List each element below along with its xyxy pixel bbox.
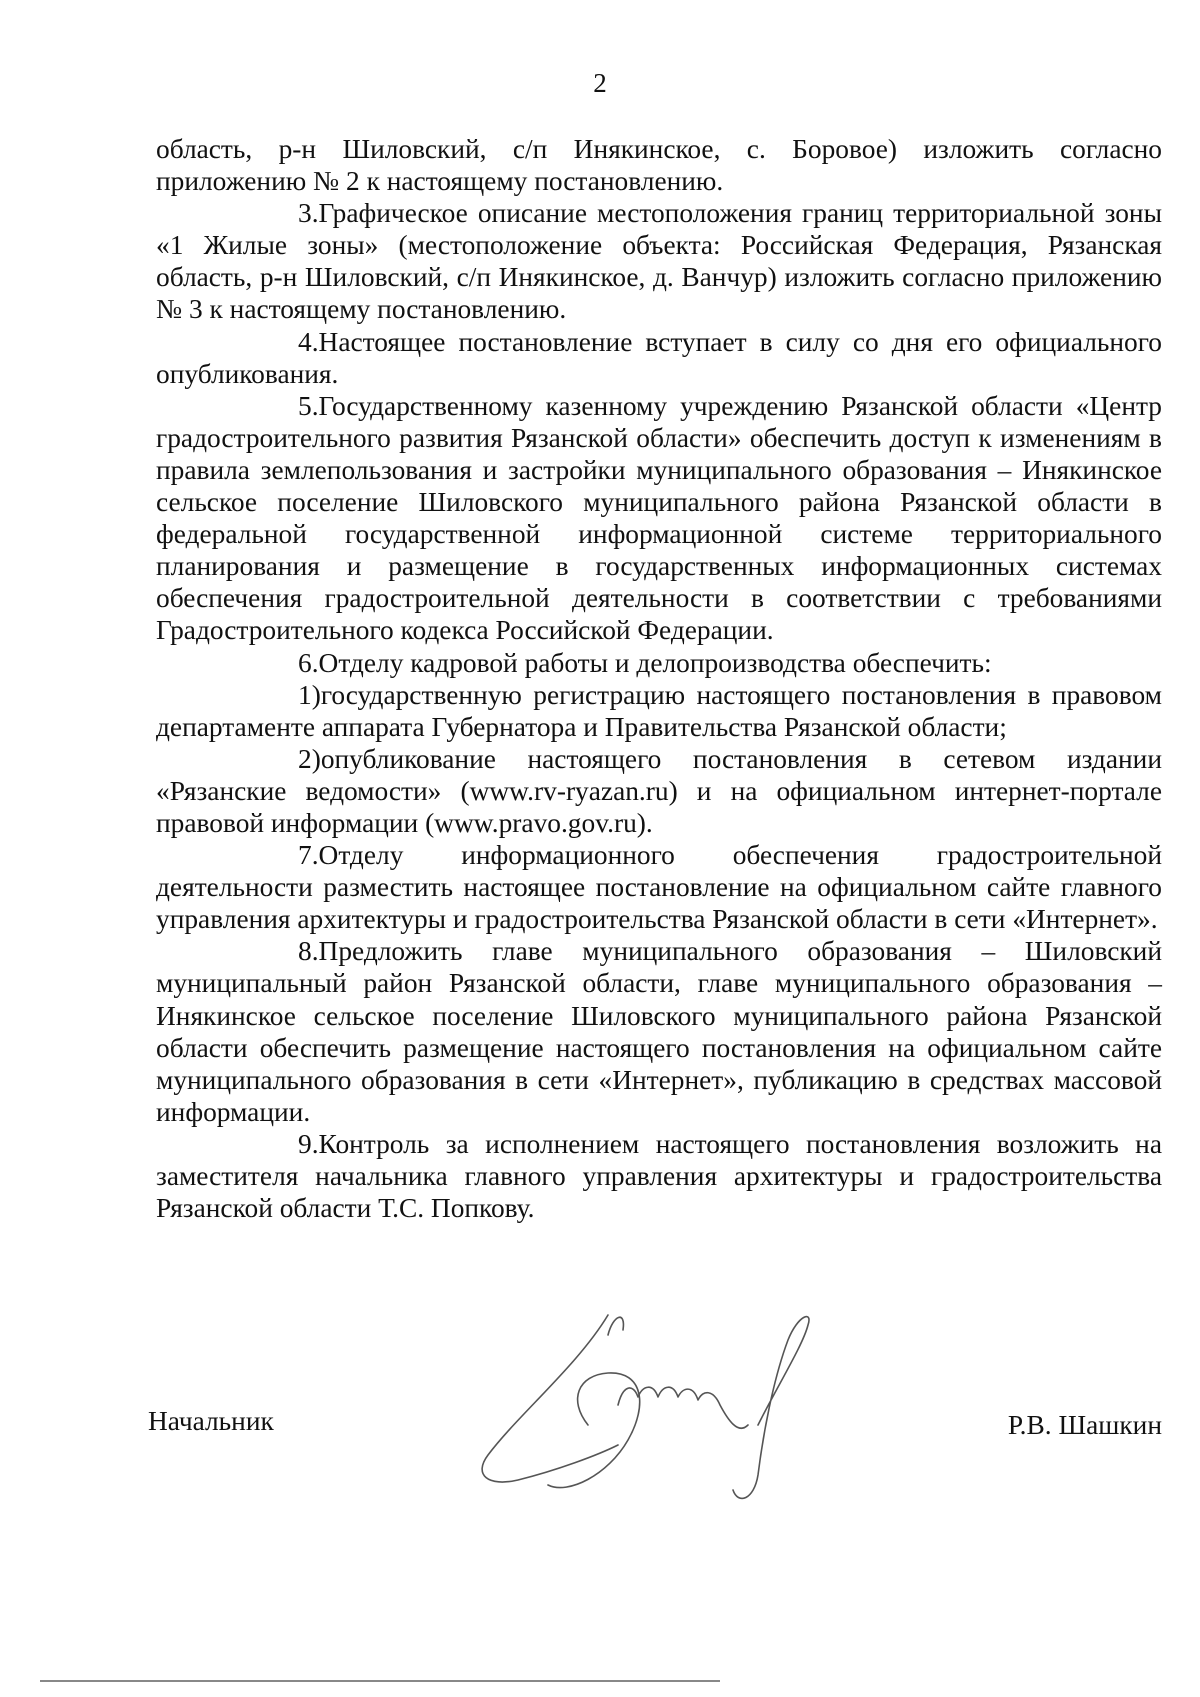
intro-paragraph: область, р-н Шиловский, с/п Инякинское, с. Боровое) изложить согласно приложению № 2 к настоящему постановлению.	[156, 134, 1162, 197]
clause-6	[156, 647, 1162, 679]
clause-number: 9.	[298, 1128, 319, 1159]
subclause-number: 1)	[298, 679, 321, 710]
clause-number: 4.	[298, 326, 319, 357]
subclause-text: опубликование настоящего постановления в сетевом издании «Рязанские ведомости» (www.rv-ryazan.ru) и на официальном интернет-портале правовой информации (www.pravo.gov.ru).	[156, 743, 1162, 838]
clause-number: 8.	[298, 936, 319, 967]
clause-text: Контроль за исполнением настоящего постановления возложить на заместителя начальника главного управления архитектуры и градостроительства Рязанской области Т.С. Попкову.	[156, 1128, 1162, 1224]
subclause-2	[156, 743, 1162, 839]
clause-text: Отделу информационного обеспечения градостроительной деятельности разместить настоящее постановление на официальном сайте главного управления архитектуры и градостроительства Рязанской области в сети «Интернет».	[156, 840, 1162, 935]
document-body	[156, 133, 1162, 1224]
subclause-1	[156, 679, 1162, 743]
handwritten-signature	[458, 1305, 858, 1505]
clause-text: Графическое описание местоположения границ территориальной зоны «1 Жилые зоны» (местоположение объекта: Российская Федерация, Рязанская область, р-н Шиловский, с/п Инякинское, д. Ванчур) изложить согласно приложению № 3 к настоящему постановлению.	[156, 198, 1162, 325]
clause-3	[156, 197, 1162, 325]
clause-text: Настоящее постановление вступает в силу со дня его официального опубликования.	[156, 326, 1162, 389]
clause-text: Государственному казенному учреждению Рязанской области «Центр градостроительного развития Рязанской области» обеспечить доступ к изменениям в правила землепользования и застройки муниципального образования – Инякинское сельское поселение Шиловского муниципального района Рязанской области в федеральной государственной информационной системе территориального планирования и размещение в государственных информационных системах обеспечения градостроительной деятельности в соответствии с требованиями Градостроительного кодекса Российской Федерации.	[156, 390, 1162, 646]
clause-4	[156, 326, 1162, 390]
clause-number: 3.	[298, 198, 319, 229]
subclause-number: 2)	[298, 743, 321, 774]
clause-text: Отделу кадровой работы и делопроизводства обеспечить:	[318, 647, 992, 678]
clause-8	[156, 935, 1162, 1128]
clause-text: Предложить главе муниципального образования – Шиловский муниципальный район Рязанской области, главе муниципального образования – Инякинское сельское поселение Шиловского муниципального района Рязанской области обеспечить размещение настоящего постановления на официальном сайте муниципального образования в сети «Интернет», публикацию в средствах массовой информации.	[156, 936, 1162, 1127]
clause-7	[156, 839, 1162, 935]
signatory-title: Начальник	[148, 1406, 274, 1436]
clause-number: 7.	[298, 840, 319, 871]
clause-5	[156, 390, 1162, 647]
subclause-text: государственную регистрацию настоящего постановления в правовом департаменте аппарата Губернатора и Правительства Рязанской области;	[156, 679, 1162, 742]
signatory-name: Р.В. Шашкин	[1007, 1410, 1162, 1440]
page-number: 2	[593, 68, 607, 98]
clause-number: 5.	[298, 390, 319, 421]
bottom-rule	[40, 1680, 720, 1682]
clause-9	[156, 1128, 1162, 1224]
signature-block	[148, 1395, 1162, 1535]
clause-number: 6.	[298, 647, 319, 678]
